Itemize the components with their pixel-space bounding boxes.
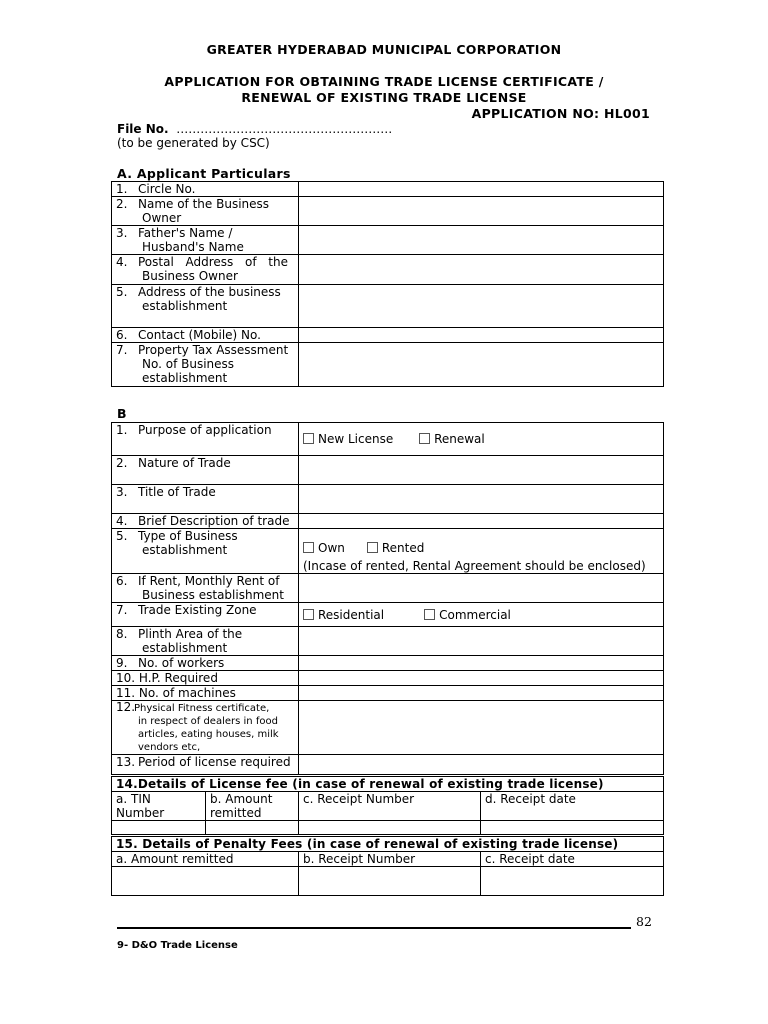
checkbox-icon[interactable] — [303, 433, 314, 444]
row-label: 2. Name of the Business Owner — [112, 197, 299, 226]
penalty-receipt-number-field[interactable] — [299, 867, 481, 896]
machines-field[interactable] — [299, 686, 664, 701]
trade-description-field[interactable] — [299, 514, 664, 529]
license-period-field[interactable] — [299, 755, 664, 775]
license-fee-table — [111, 776, 664, 835]
form-title-line2: RENEWAL OF EXISTING TRADE LICENSE — [241, 90, 527, 105]
row-label: 5. Type of Business establishment — [112, 529, 299, 574]
trade-details-table — [111, 422, 664, 775]
zone-options — [299, 603, 664, 627]
row-label: 6. If Rent, Monthly Rent of Business establishment — [112, 574, 299, 603]
receipt-date-header: d. Receipt date — [481, 792, 664, 821]
penalty-receipt-number-header: b. Receipt Number — [299, 852, 481, 867]
section-b-heading: B — [117, 406, 127, 421]
commercial-option[interactable]: Commercial — [424, 608, 511, 622]
row-label: 11. No. of machines — [112, 686, 299, 701]
row-label: 3. Father's Name / Husband's Name — [112, 226, 299, 255]
section-15-heading: 15. Details of Penalty Fees (in case of renewal of existing trade license) — [112, 837, 664, 852]
workers-field[interactable] — [299, 656, 664, 671]
file-number — [117, 122, 392, 136]
row-label: 3. Title of Trade — [112, 485, 299, 514]
own-option[interactable]: Own — [303, 541, 345, 555]
row-label: 2. Nature of Trade — [112, 456, 299, 485]
tin-number-header: a. TIN Number — [112, 792, 206, 821]
receipt-date-field[interactable] — [481, 821, 664, 835]
circle-no-field[interactable] — [299, 182, 664, 197]
residential-option[interactable]: Residential — [303, 608, 384, 622]
form-title-line1: APPLICATION FOR OBTAINING TRADE LICENSE CERTIFICATE / — [164, 74, 604, 89]
mobile-number-field[interactable] — [299, 328, 664, 343]
title-of-trade-field[interactable] — [299, 485, 664, 514]
tin-number-field[interactable] — [112, 821, 206, 835]
plinth-area-field[interactable] — [299, 627, 664, 656]
row-label: 6. Contact (Mobile) No. — [112, 328, 299, 343]
property-tax-field[interactable] — [299, 343, 664, 387]
rented-option[interactable]: Rented — [367, 541, 425, 555]
row-label: 9. No. of workers — [112, 656, 299, 671]
row-label: 1. Circle No. — [112, 182, 299, 197]
penalty-amount-field[interactable] — [112, 867, 299, 896]
receipt-number-header: c. Receipt Number — [299, 792, 481, 821]
nature-of-trade-field[interactable] — [299, 456, 664, 485]
checkbox-icon[interactable] — [419, 433, 430, 444]
row-label: 1. Purpose of application — [112, 423, 299, 456]
amount-remitted-header: b. Amount remitted — [206, 792, 299, 821]
penalty-fees-table — [111, 836, 664, 896]
row-label: 13. Period of license required — [112, 755, 299, 775]
amount-remitted-field[interactable] — [206, 821, 299, 835]
section-14-heading: 14.Details of License fee (in case of renewal of existing trade license) — [112, 777, 664, 792]
document-label: 9- D&O Trade License — [117, 940, 238, 951]
business-owner-name-field[interactable] — [299, 197, 664, 226]
row-label: 4. Postal Address of the Business Owner — [112, 255, 299, 285]
checkbox-icon[interactable] — [424, 609, 435, 620]
section-a-heading: A. Applicant Particulars — [117, 166, 291, 181]
row-label: 8. Plinth Area of the establishment — [112, 627, 299, 656]
fitness-certificate-field[interactable] — [299, 701, 664, 755]
file-number-label: File No. — [117, 122, 169, 136]
checkbox-icon[interactable] — [303, 542, 314, 553]
monthly-rent-field[interactable] — [299, 574, 664, 603]
page-number: 82 — [636, 914, 652, 929]
row-label: 4. Brief Description of trade — [112, 514, 299, 529]
row-label: 10. H.P. Required — [112, 671, 299, 686]
penalty-amount-header: a. Amount remitted — [112, 852, 299, 867]
applicant-particulars-table — [111, 181, 664, 387]
new-license-option[interactable]: New License — [303, 432, 393, 446]
purpose-options — [299, 423, 664, 456]
postal-address-field[interactable] — [299, 255, 664, 285]
penalty-receipt-date-field[interactable] — [481, 867, 664, 896]
row-label: 7. Property Tax Assessment No. of Business establishment — [112, 343, 299, 387]
row-label: 5. Address of the business establishment — [112, 285, 299, 328]
checkbox-icon[interactable] — [367, 542, 378, 553]
receipt-number-field[interactable] — [299, 821, 481, 835]
hp-required-field[interactable] — [299, 671, 664, 686]
org-title: GREATER HYDERABAD MUNICIPAL CORPORATION — [206, 42, 562, 57]
father-husband-name-field[interactable] — [299, 226, 664, 255]
row-label: 7. Trade Existing Zone — [112, 603, 299, 627]
business-type-options — [299, 529, 664, 574]
penalty-receipt-date-header: c. Receipt date — [481, 852, 664, 867]
checkbox-icon[interactable] — [303, 609, 314, 620]
row-label: 12.Physical Fitness certificate, in respect of dealers in food articles, eating houses, milk vendors etc, — [112, 701, 299, 755]
application-number: APPLICATION NO: HL001 — [471, 106, 650, 121]
business-address-field[interactable] — [299, 285, 664, 328]
file-number-note: (to be generated by CSC) — [117, 136, 270, 150]
file-number-dots: ……………………………………………… — [176, 122, 393, 136]
footer-divider — [117, 927, 631, 929]
rental-note: (Incase of rented, Rental Agreement should be enclosed) — [303, 559, 646, 573]
renewal-option[interactable]: Renewal — [419, 432, 485, 446]
